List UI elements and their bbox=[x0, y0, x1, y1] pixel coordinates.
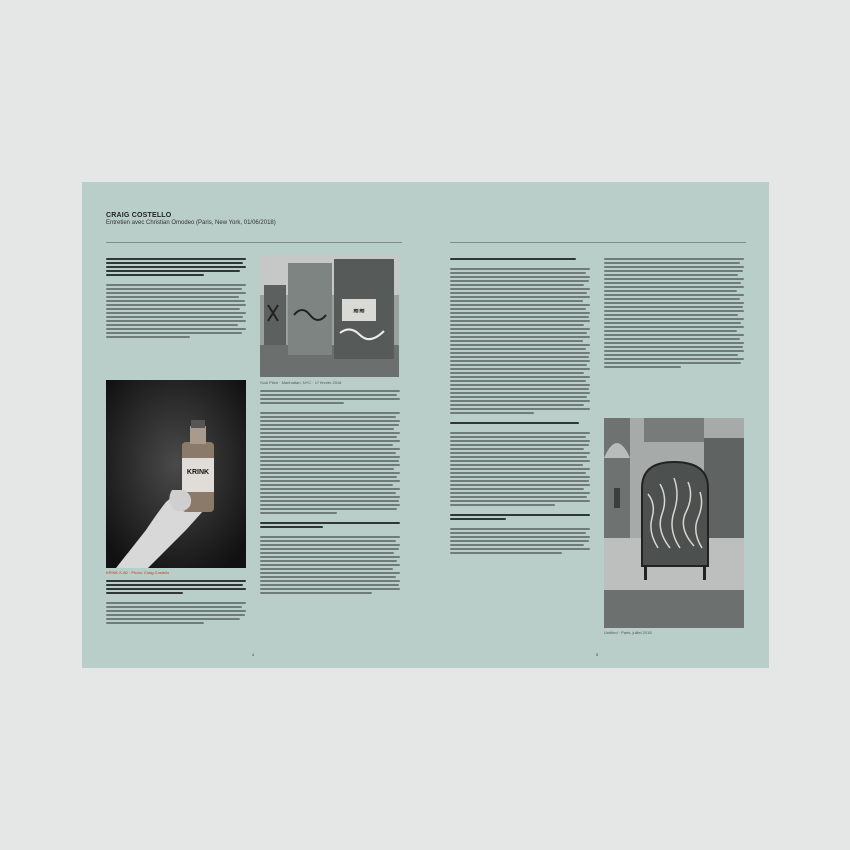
page-number-left: 4 bbox=[252, 652, 255, 657]
left-page bbox=[82, 182, 425, 668]
intro-text-column bbox=[106, 256, 246, 340]
lower-text-column-1 bbox=[106, 578, 246, 626]
interview-subtitle: Entretien avec Christian Omodeo (Paris, New York, 01/06/2018) bbox=[106, 220, 276, 226]
bottle-photo-caption bbox=[106, 570, 169, 575]
street-bins-photo bbox=[260, 255, 399, 377]
header-rule bbox=[106, 242, 402, 243]
bottle-label: KRINK bbox=[186, 469, 210, 476]
mailbox-photo-caption: Untitled · Paris, juillet 2018 bbox=[604, 630, 652, 635]
article-title-block bbox=[106, 212, 276, 226]
bottle-caption-text: KRINK K-60 · Photo: Craig Costello bbox=[106, 570, 170, 575]
body-text-column-3 bbox=[450, 256, 590, 556]
street-photo-caption: Soul Pitch · Manhattan, NYC · 17 février 2018 bbox=[260, 380, 342, 385]
body-text-column-2 bbox=[260, 388, 400, 596]
page-number-right: 5 bbox=[596, 652, 599, 657]
header-rule-right bbox=[450, 242, 746, 243]
author-name: CRAIG COSTELLO bbox=[106, 212, 172, 219]
mailbox-photo bbox=[604, 418, 744, 628]
body-text-column-4 bbox=[604, 256, 744, 370]
svg-text:≋≋: ≋≋ bbox=[353, 308, 365, 315]
magazine-spread bbox=[82, 182, 769, 668]
hand-bottle-photo bbox=[106, 380, 246, 568]
right-page bbox=[426, 182, 769, 668]
